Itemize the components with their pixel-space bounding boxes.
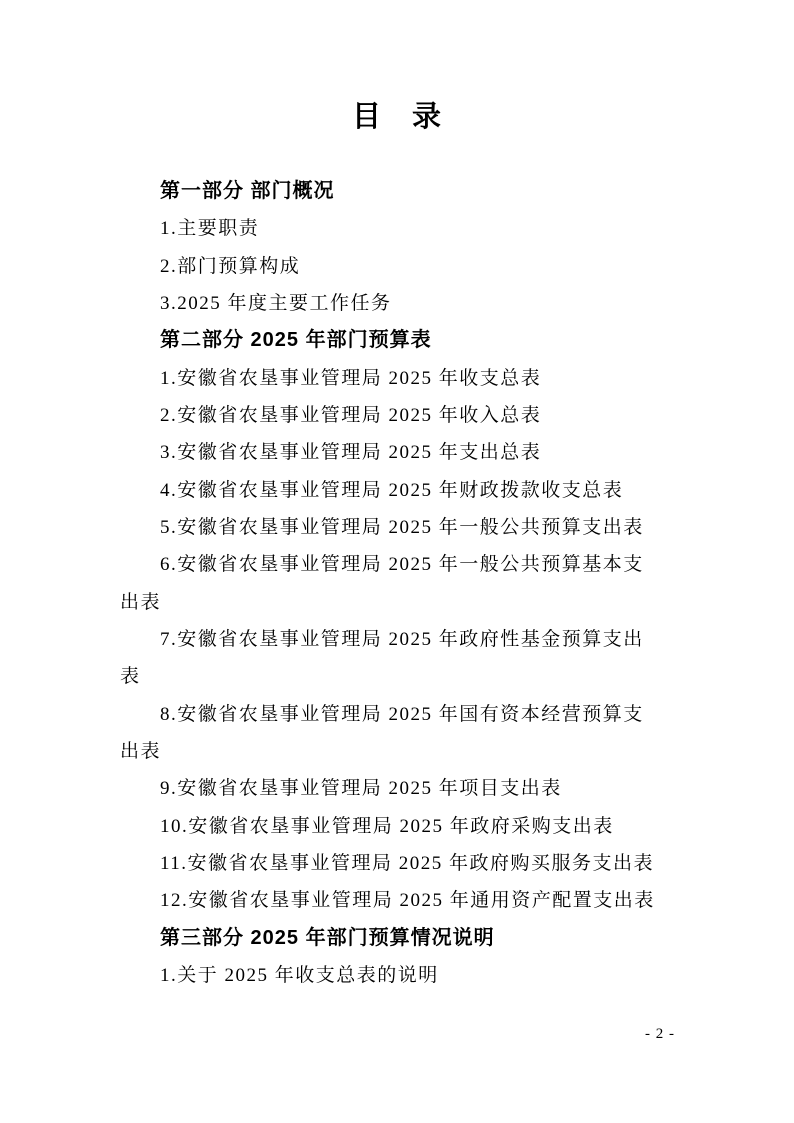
toc-item: 11.安徽省农垦事业管理局 2025 年政府购买服务支出表 [160, 852, 655, 874]
toc-item: 7.安徽省农垦事业管理局 2025 年政府性基金预算支出 [160, 628, 644, 650]
toc-item-continuation: 出表 [120, 591, 162, 613]
toc-item: 10.安徽省农垦事业管理局 2025 年政府采购支出表 [160, 815, 614, 837]
toc-item: 12.安徽省农垦事业管理局 2025 年通用资产配置支出表 [160, 890, 655, 912]
toc-item: 2.部门预算构成 [160, 255, 301, 277]
toc-item: 1.关于 2025 年收支总表的说明 [160, 964, 439, 986]
page-title: 目 录 [351, 101, 442, 133]
toc-item-continuation: 表 [120, 666, 141, 688]
toc-item: 5.安徽省农垦事业管理局 2025 年一般公共预算支出表 [160, 516, 644, 538]
toc-item: 3.2025 年度主要工作任务 [160, 292, 392, 314]
page-number: - 2 - [645, 1026, 675, 1042]
toc-item: 2.安徽省农垦事业管理局 2025 年收入总表 [160, 404, 542, 426]
toc [120, 173, 680, 994]
toc-item: 6.安徽省农垦事业管理局 2025 年一般公共预算基本支 [160, 554, 644, 576]
toc-item-continuation: 出表 [120, 740, 162, 762]
toc-item: 9.安徽省农垦事业管理局 2025 年项目支出表 [160, 778, 562, 800]
toc-item: 1.安徽省农垦事业管理局 2025 年收支总表 [160, 367, 542, 389]
toc-section-heading: 第二部分 2025 年部门预算表 [160, 329, 432, 352]
toc-item: 8.安徽省农垦事业管理局 2025 年国有资本经营预算支 [160, 703, 644, 725]
toc-item: 4.安徽省农垦事业管理局 2025 年财政拨款收支总表 [160, 479, 624, 501]
toc-item: 1.主要职责 [160, 218, 260, 240]
toc-item: 3.安徽省农垦事业管理局 2025 年支出总表 [160, 442, 542, 464]
toc-section-heading: 第一部分 部门概况 [160, 180, 335, 202]
toc-section-heading: 第三部分 2025 年部门预算情况说明 [160, 926, 495, 949]
